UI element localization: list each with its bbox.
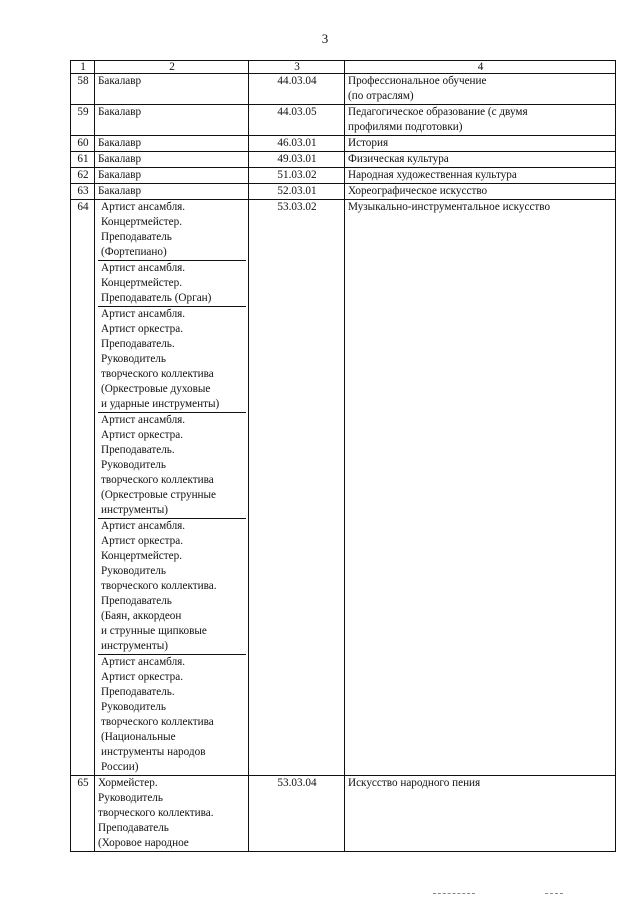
table-row-65 (71, 776, 616, 852)
row-number: 65 (71, 776, 95, 852)
specialties-table (70, 60, 616, 852)
row-number: 59 (71, 105, 95, 136)
specialty-name-cell: Народная художественная культура (345, 168, 616, 184)
qualification-block: Артист ансамбля. Концертмейстер. Преподаватель (Орган) (98, 261, 246, 307)
table-header-row (71, 61, 616, 74)
row-number: 58 (71, 74, 95, 105)
column-header-3: 3 (249, 61, 345, 74)
qualification-cell: Хормейстер. Руководитель творческого коллектива. Преподаватель (Хоровое народное (95, 776, 249, 852)
specialty-name-cell: История (345, 136, 616, 152)
specialty-name-cell: Педагогическое образование (с двумя профилями подготовки) (345, 105, 616, 136)
code-cell: 51.03.02 (249, 168, 345, 184)
specialty-name-cell: Хореографическое искусство (345, 184, 616, 200)
qualification-block: Артист ансамбля. Артист оркестра. Преподаватель. Руководитель творческого коллектива (Оркестровые духовые и ударные инструменты) (98, 307, 246, 413)
qualification-cell: Бакалавр (95, 184, 249, 200)
specialty-name-cell: Музыкально-инструментальное искусство (345, 200, 616, 776)
qualification-cell: Бакалавр (95, 74, 249, 105)
qualification-block: Артист ансамбля. Артист оркестра. Преподаватель. Руководитель творческого коллектива (Оркестровые струнные инструменты) (98, 413, 246, 519)
qualification-block: Артист ансамбля. Концертмейстер. Преподаватель (Фортепиано) (98, 200, 246, 261)
specialty-name-cell: Физическая культура (345, 152, 616, 168)
qualification-block: Артист ансамбля. Артист оркестра. Преподаватель. Руководитель творческого коллектива (Национальные инструменты народов России) (101, 656, 214, 773)
row-number: 63 (71, 184, 95, 200)
qualification-cell: Бакалавр (95, 136, 249, 152)
table-row (71, 136, 616, 152)
page-number: 3 (321, 31, 329, 46)
table-row (71, 74, 616, 105)
scan-mark (545, 893, 563, 894)
row-number: 60 (71, 136, 95, 152)
qualification-cell: Бакалавр (95, 152, 249, 168)
column-header-1: 1 (71, 61, 95, 74)
qualification-block: Артист ансамбля. Артист оркестра. Концертмейстер. Руководитель творческого коллектива. Преподаватель (Баян, аккордеон и струнные щипковые инструменты) (98, 519, 246, 655)
row-number: 62 (71, 168, 95, 184)
code-cell: 44.03.05 (249, 105, 345, 136)
table-row (71, 152, 616, 168)
qualification-cell-group (95, 200, 249, 776)
qualification-cell: Бакалавр (95, 105, 249, 136)
specialty-name-cell: Профессиональное обучение (по отраслям) (345, 74, 616, 105)
code-cell: 53.03.02 (249, 200, 345, 776)
row-number: 61 (71, 152, 95, 168)
code-cell: 49.03.01 (249, 152, 345, 168)
code-cell: 46.03.01 (249, 136, 345, 152)
code-cell: 44.03.04 (249, 74, 345, 105)
table-row (71, 168, 616, 184)
code-cell: 52.03.01 (249, 184, 345, 200)
column-header-4: 4 (345, 61, 616, 74)
qualification-cell: Бакалавр (95, 168, 249, 184)
row-number: 64 (71, 200, 95, 776)
column-header-2: 2 (95, 61, 249, 74)
specialty-name-cell: Искусство народного пения (345, 776, 616, 852)
table-row (71, 105, 616, 136)
table-row-64 (71, 200, 616, 776)
table-row (71, 184, 616, 200)
scan-mark (433, 893, 475, 894)
code-cell: 53.03.04 (249, 776, 345, 852)
